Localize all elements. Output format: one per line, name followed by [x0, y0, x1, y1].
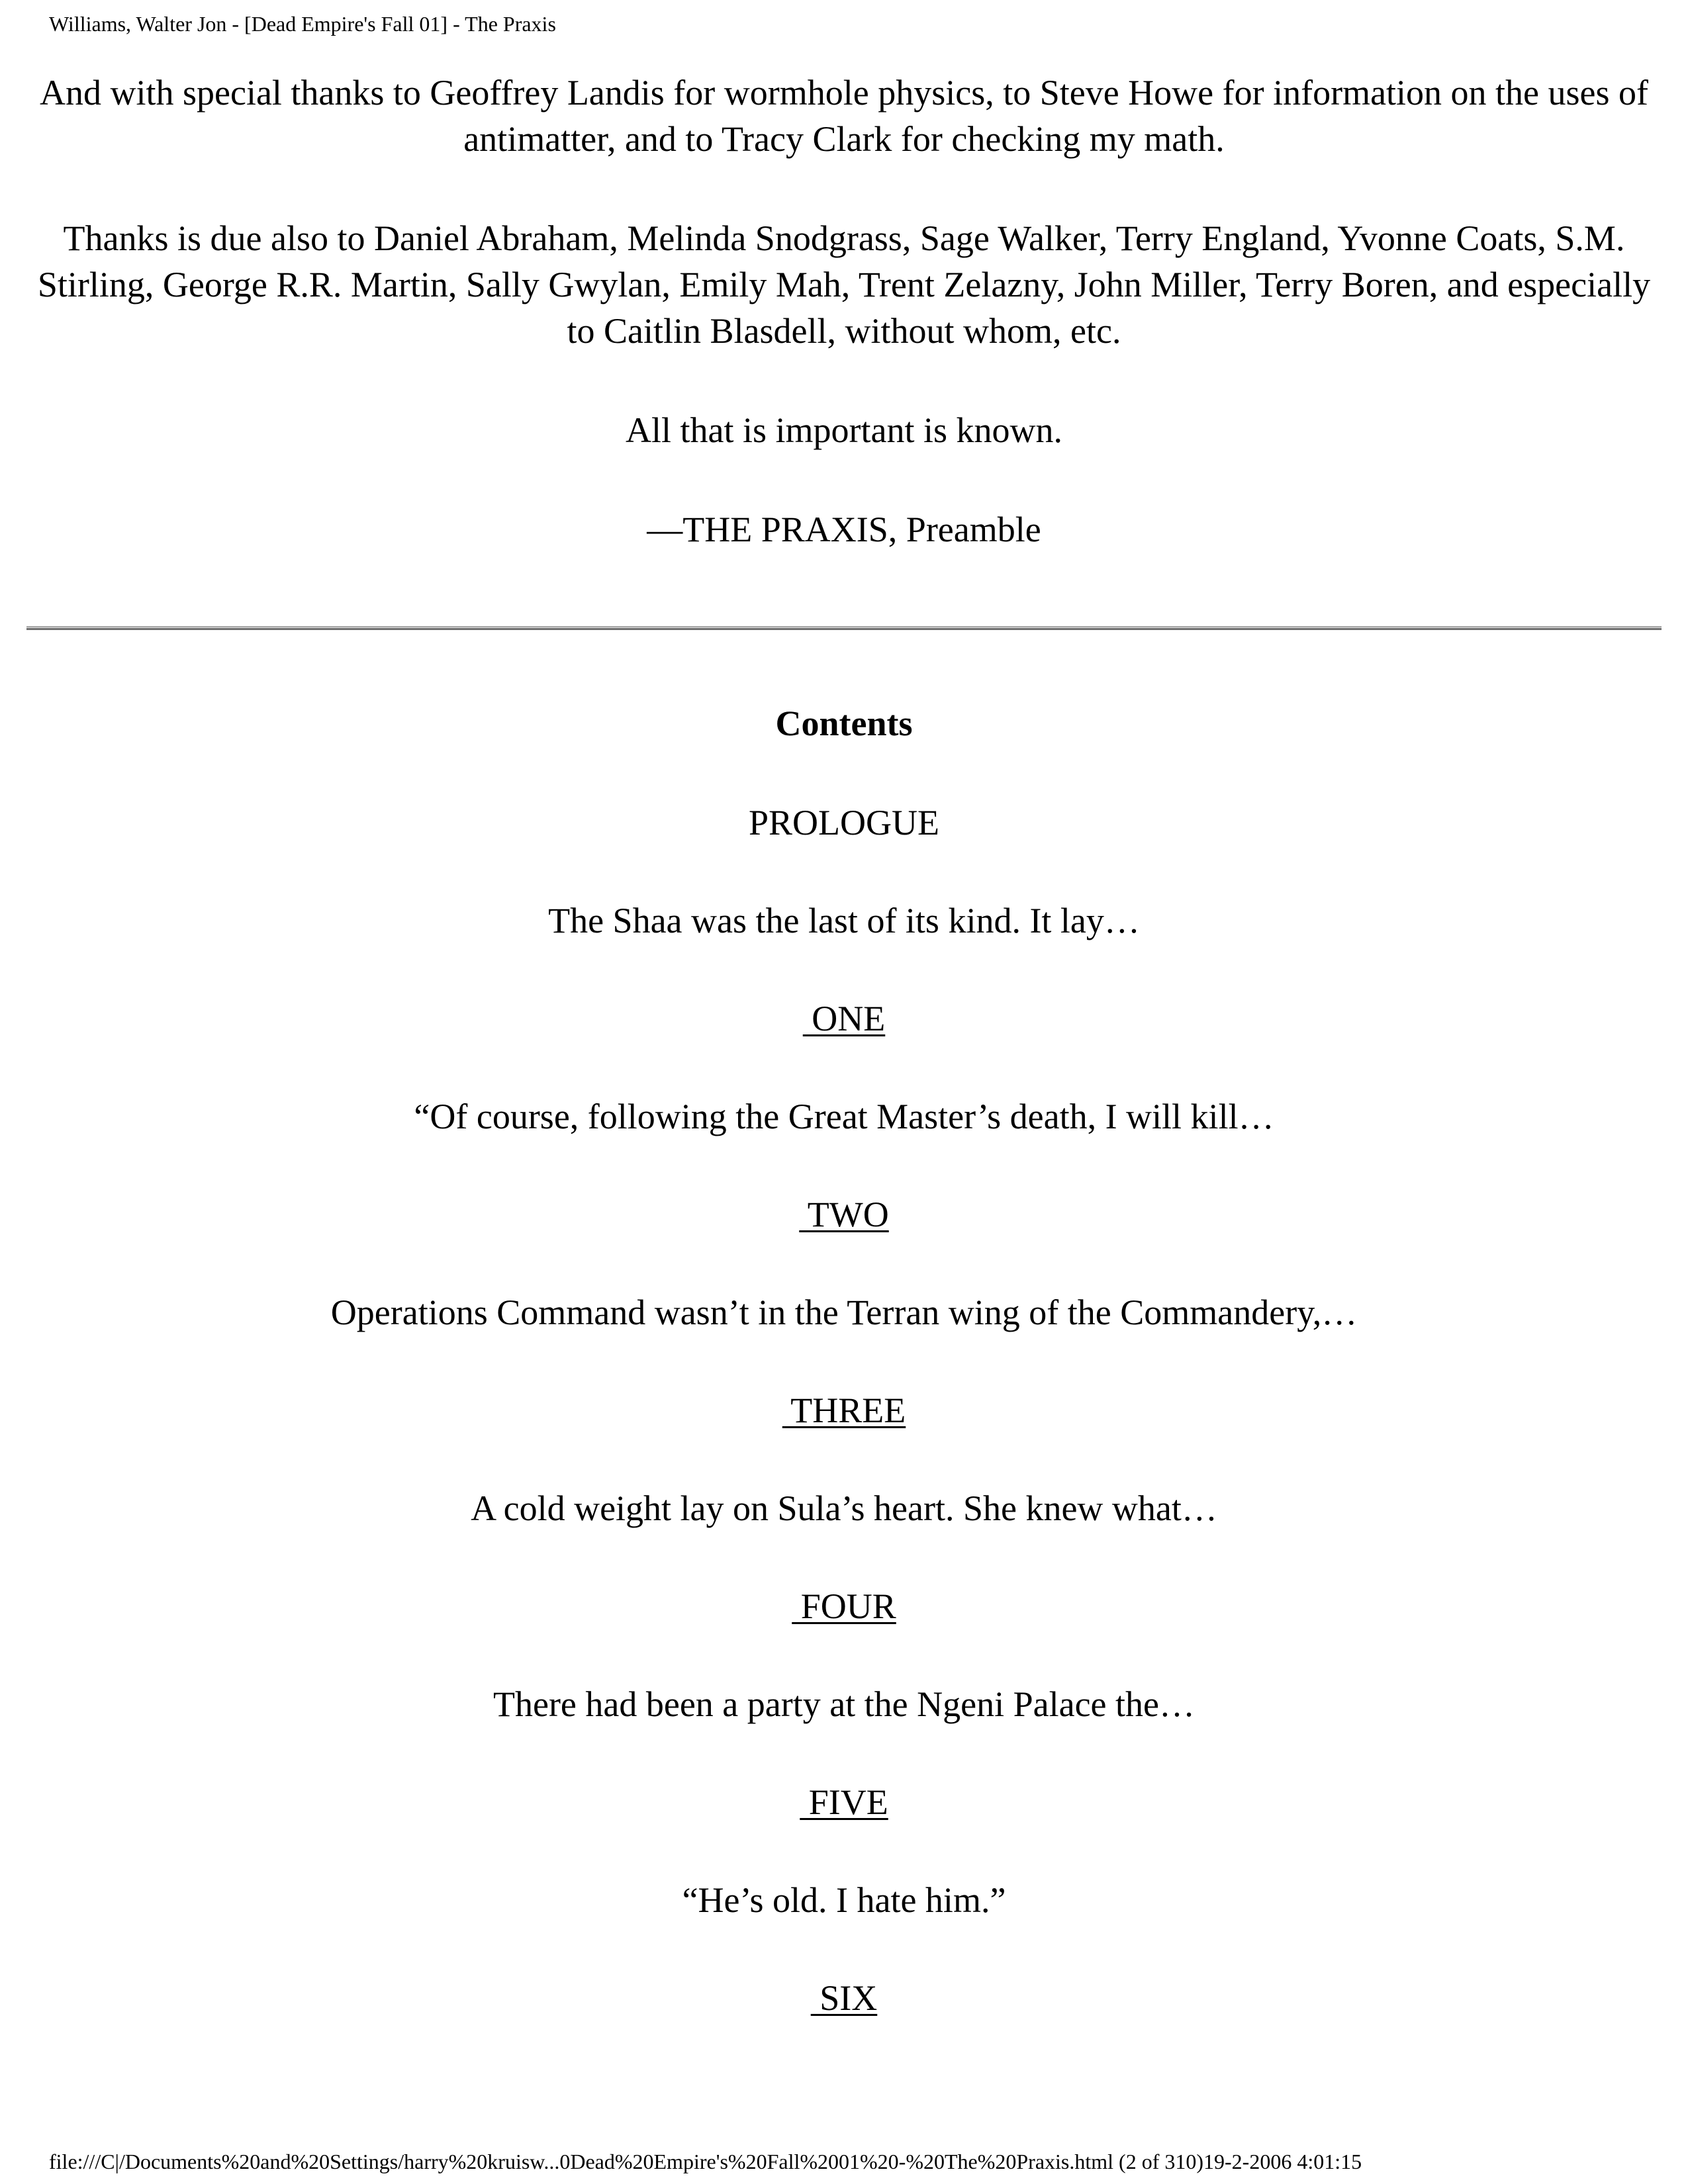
- epigraph-quote: All that is important is known.: [626, 410, 1062, 450]
- toc-link-six[interactable]: SIX: [810, 1978, 878, 2018]
- page-header-title: Williams, Walter Jon - [Dead Empire's Fall 01] - The Praxis: [49, 12, 556, 36]
- toc-prologue-label: [20, 799, 1668, 846]
- toc-two-excerpt: Operations Command wasn’t in the Terran wing of the Commandery,…: [330, 1293, 1358, 1332]
- acknowledgements-paragraph-2: Thanks is due also to Daniel Abraham, Melinda Snodgrass, Sage Walker, Terry England, Yvonne Coats, S.M. Stirling, George R.R. Martin, Sally Gwylan, Emily Mah, Trent Zelazny, John Miller, Terry Boren, and especially to Caitlin Blasdell, without whom, etc.: [37, 218, 1651, 351]
- toc-item-three: [20, 1387, 1668, 1433]
- toc-item-six: [20, 1975, 1668, 2021]
- toc-link-three[interactable]: THREE: [782, 1390, 906, 1430]
- page-footer-url: file:///C|/Documents%20and%20Settings/harry%20kruisw...0Dead%20Empire's%20Fall%2001%20-%20The%20Praxis.html (2 of 310)19-2-2006 4:01:15: [49, 2150, 1362, 2173]
- toc-prologue-excerpt: The Shaa was the last of its kind. It lay…: [548, 901, 1140, 940]
- toc-item-one: [20, 995, 1668, 1042]
- toc-item-five: [20, 1779, 1668, 1825]
- epigraph-source: —THE PRAXIS, Preamble: [647, 510, 1041, 549]
- toc-four-excerpt: There had been a party at the Ngeni Palace the…: [492, 1684, 1195, 1724]
- horizontal-rule: [26, 626, 1662, 630]
- toc-one-excerpt: “Of course, following the Great Master’s death, I will kill…: [414, 1097, 1274, 1136]
- toc-link-two[interactable]: TWO: [799, 1195, 889, 1234]
- toc-link-one[interactable]: ONE: [802, 999, 886, 1038]
- contents-heading: Contents: [775, 704, 913, 743]
- toc-item-four: [20, 1583, 1668, 1629]
- toc-link-five[interactable]: FIVE: [800, 1782, 888, 1822]
- acknowledgements-paragraph-1: And with special thanks to Geoffrey Landis for wormhole physics, to Steve Howe for information on the uses of antimatter, and to Tracy Clark for checking my math.: [40, 73, 1648, 159]
- toc-item-two: [20, 1191, 1668, 1238]
- toc-five-excerpt: “He’s old. I hate him.”: [682, 1880, 1006, 1920]
- toc-link-four[interactable]: FOUR: [792, 1586, 896, 1626]
- toc-prologue-text: PROLOGUE: [748, 803, 939, 842]
- toc-three-excerpt: A cold weight lay on Sula’s heart. She knew what…: [471, 1488, 1217, 1528]
